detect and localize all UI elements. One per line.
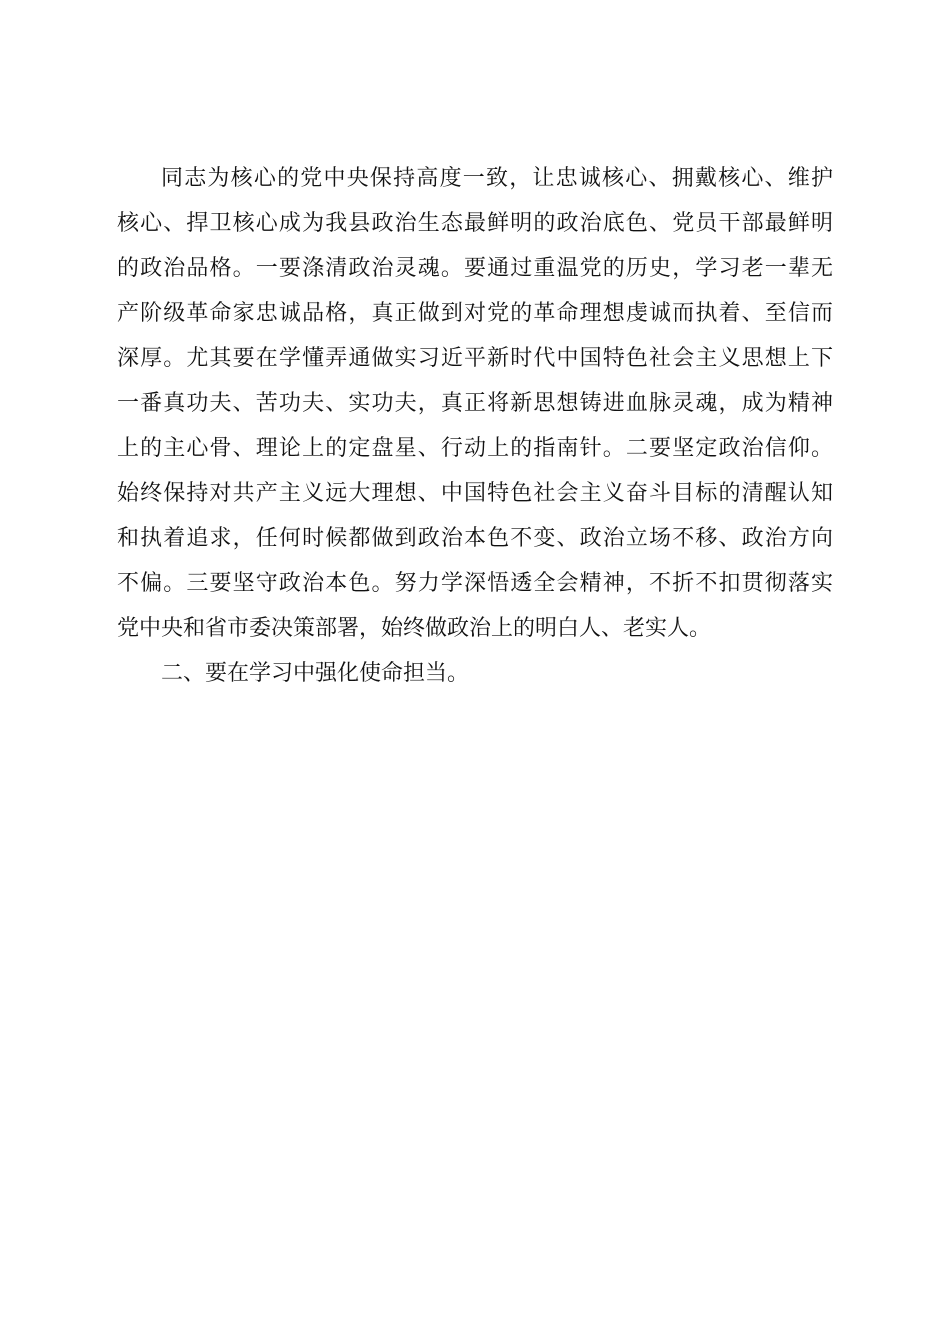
paragraph-line: 产阶级革命家忠诚品格，真正做到对党的革命理想虔诚而执着、至信而 xyxy=(117,301,833,326)
paragraph-line: 不偏。三要坚守政治本色。努力学深悟透全会精神，不折不扣贯彻落实 xyxy=(117,571,833,596)
paragraph-line: 核心、捍卫核心成为我县政治生态最鲜明的政治底色、党员干部最鲜明 xyxy=(117,211,833,236)
paragraph-line: 始终保持对共产主义远大理想、中国特色社会主义奋斗目标的清醒认知 xyxy=(117,481,833,506)
paragraph-line: 同志为核心的党中央保持高度一致，让忠诚核心、拥戴核心、维护 xyxy=(161,166,833,191)
paragraph-line: 深厚。尤其要在学懂弄通做实习近平新时代中国特色社会主义思想上下 xyxy=(117,346,833,371)
section-heading: 二、要在学习中强化使命担当。 xyxy=(161,661,470,686)
paragraph-line: 党中央和省市委决策部署，始终做政治上的明白人、老实人。 xyxy=(117,616,712,641)
paragraph-line: 上的主心骨、理论上的定盘星、行动上的指南针。二要坚定政治信仰。 xyxy=(117,436,833,461)
paragraph-line: 和执着追求，任何时候都做到政治本色不变、政治立场不移、政治方向 xyxy=(117,526,833,551)
paragraph-line: 的政治品格。一要涤清政治灵魂。要通过重温党的历史，学习老一辈无 xyxy=(117,256,833,281)
paragraph-line: 一番真功夫、苦功夫、实功夫，真正将新思想铸进血脉灵魂，成为精神 xyxy=(117,391,833,416)
body-text xyxy=(117,156,833,696)
